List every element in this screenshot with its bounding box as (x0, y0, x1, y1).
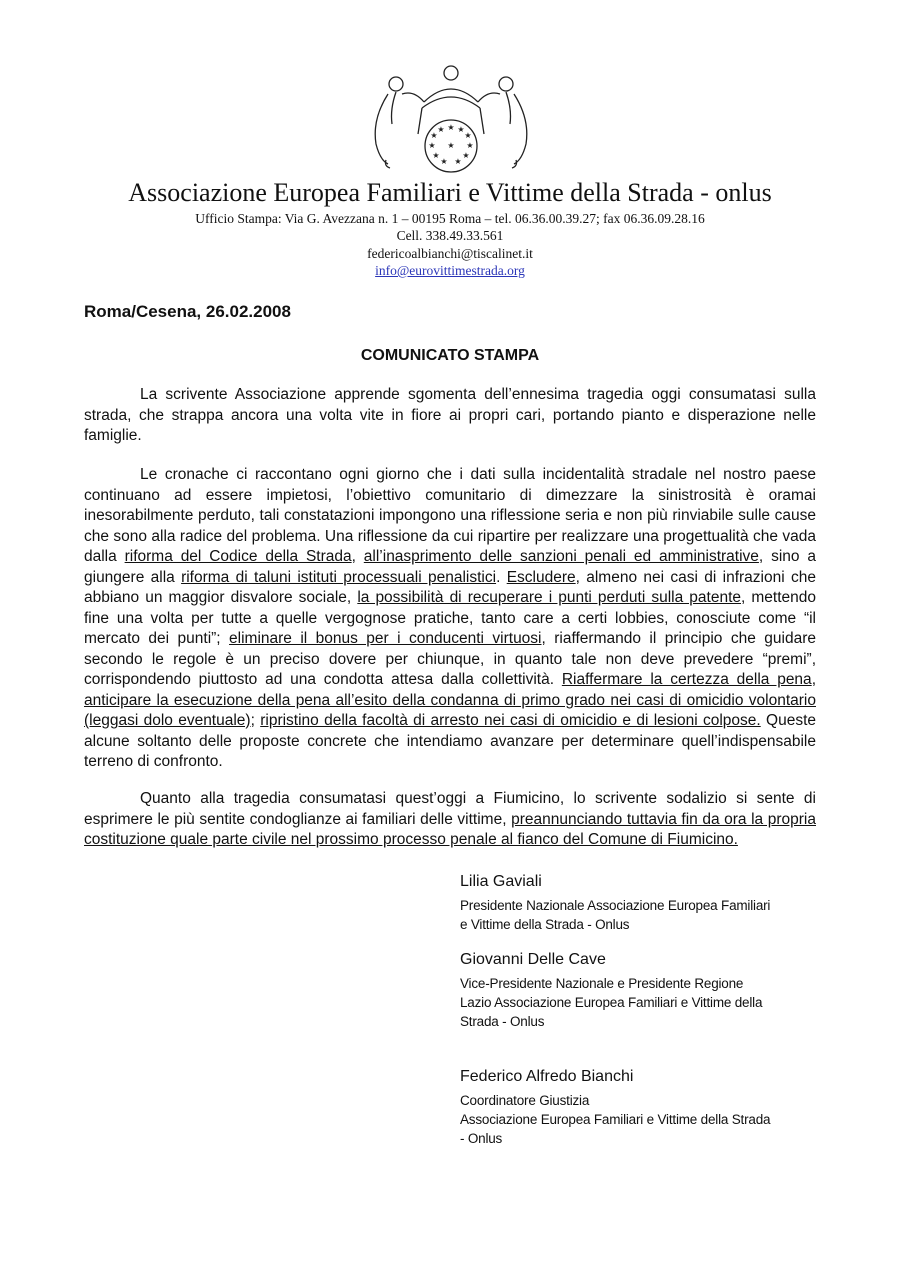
svg-text:★: ★ (430, 131, 438, 140)
svg-text:★: ★ (440, 157, 448, 166)
paragraph-1: La scrivente Associazione apprende sgomenta dell’ennesima tragedia oggi consumatasi sulla strada, che strappa ancora una volta vite in fiore ai propri cari, portando pianto e disperazione nelle famiglie. (84, 386, 816, 444)
press-release-heading: COMUNICATO STAMPA (360, 347, 540, 364)
svg-text:★: ★ (454, 157, 462, 166)
signature-giovanni-delle-cave (460, 950, 820, 1031)
signatory-name: Federico Alfredo Bianchi (460, 1068, 634, 1085)
svg-text:★: ★ (447, 141, 455, 150)
signatory-name: Lilia Gaviali (460, 873, 542, 890)
organization-title: Associazione Europea Familiari e Vittime della Strada - onlus (128, 178, 772, 207)
svg-text:★: ★ (437, 125, 445, 134)
office-contact-line: Ufficio Stampa: Via G. Avezzana n. 1 – 00195 Roma – tel. 06.36.00.39.27; fax 06.36.09.28.16 (195, 211, 705, 226)
dateline: Roma/Cesena, 26.02.2008 (84, 302, 291, 321)
signatory-role-line: Coordinatore Giustizia (460, 1093, 590, 1108)
signature-federico-bianchi (460, 1067, 820, 1148)
svg-text:★: ★ (428, 141, 436, 150)
signatory-role-line: Strada - Onlus (460, 1014, 545, 1029)
signatory-role-line: e Vittime della Strada - Onlus (460, 917, 630, 932)
association-logo (362, 64, 540, 174)
signatory-role-line: Lazio Associazione Europea Familiari e Vittime della (460, 995, 763, 1010)
paragraph-2: Le cronache ci raccontano ogni giorno che i dati sulla incidentalità stradale nel nostro paese continuano ad essere impietosi, l’obiettivo comunitario di dimezzare la sinistrosità è oramai inesorabilmente perduto, tali constatazioni impongono una riflessione seria e non più rinviabile sulle cause che sono alla radice del problema. Una riflessione da cui ripartire per realizzare una progettualità che vada dalla riforma del Codice della Strada, all’inasprimento delle sanzioni penali ed amministrative, sino a giungere alla riforma di taluni istituti processuali penalistici. Escludere, almeno nei casi di infrazioni che abbiano un maggior disvalore sociale, la possibilità di recuperare i punti perduti sulla patente, mettendo fine una volta per tutte a quelle vergognose pratiche, tanto care a certi lobbies, conosciute come “il mercato dei punti”; eliminare il bonus per i conducenti virtuosi, riaffermando il principio che guidare secondo le regole è un preciso dovere per chiunque, in quanto tale non deve prevedere “premi”, corrispondendo piuttosto ad una condotta attesa dalla collettività. Riaffermare la certezza della pena, anticipare la esecuzione della pena all’esito della condanna di primo grado nei casi di omicidio volontario (leggasi dolo eventuale); ripristino della facoltà di arresto nei casi di omicidio e di lesioni colpose. Queste alcune soltanto delle proposte concrete che intendiamo avanzare per determinare quell’indispensabile terreno di confronto. (84, 466, 816, 770)
signature-lilia-gaviali (460, 872, 820, 934)
svg-text:★: ★ (457, 125, 465, 134)
svg-text:★: ★ (462, 151, 470, 160)
signatory-role-line: Associazione Europea Familiari e Vittime della Strada (460, 1112, 771, 1127)
svg-text:★: ★ (447, 123, 455, 132)
signatory-role-line: Vice-Presidente Nazionale e Presidente Regione (460, 976, 744, 991)
email-federico: federicoalbianchi@tiscalinet.it (367, 246, 533, 261)
svg-text:★: ★ (466, 141, 474, 150)
signatory-role-line: Presidente Nazionale Associazione Europea Familiari (460, 898, 771, 913)
paragraph-3: Quanto alla tragedia consumatasi quest’oggi a Fiumicino, lo scrivente sodalizio si sente di esprimere le più sentite condoglianze ai familiari delle vittime, preannunciando tuttavia fin da ora la propria costituzione quale parte civile nel prossimo processo penale al fianco del Comune di Fiumicino. (84, 790, 816, 848)
cell-number: Cell. 338.49.33.561 (396, 228, 504, 243)
svg-text:★: ★ (432, 151, 440, 160)
signatory-role-line: - Onlus (460, 1131, 503, 1146)
svg-text:★: ★ (464, 131, 472, 140)
signatory-name: Giovanni Delle Cave (460, 951, 606, 968)
email-info-link[interactable]: info@eurovittimestrada.org (375, 263, 525, 278)
